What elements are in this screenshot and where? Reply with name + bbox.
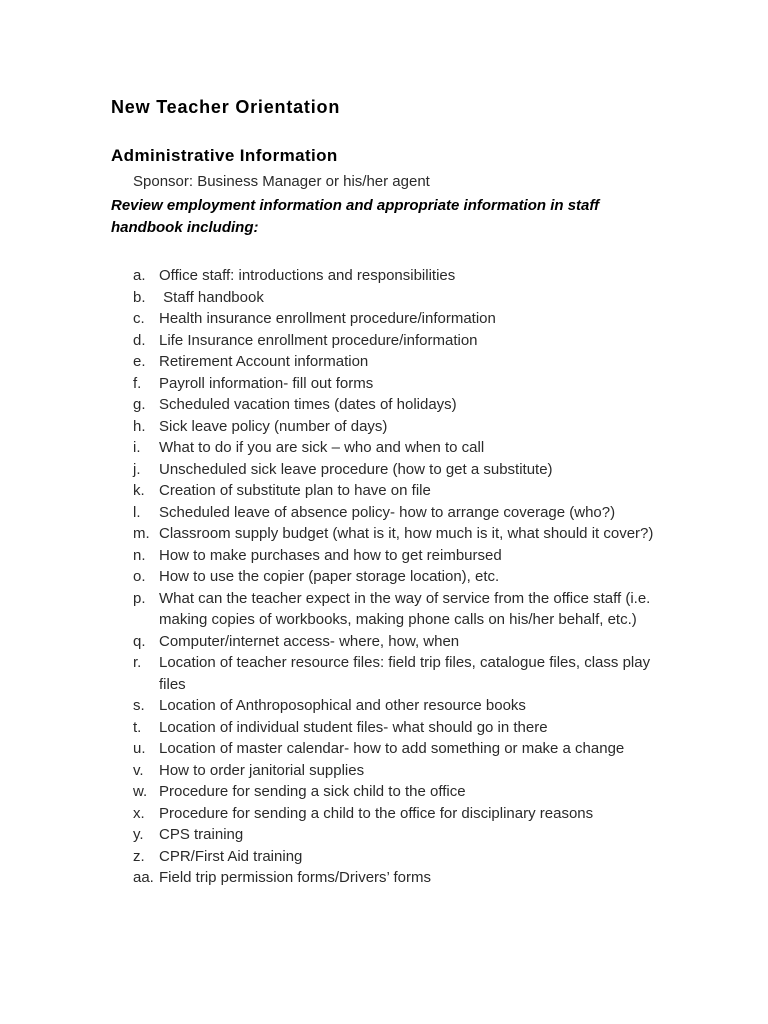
list-item-text: Office staff: introductions and responsibilities <box>159 267 456 284</box>
list-item <box>133 459 712 481</box>
list-item-label: c. <box>133 310 145 327</box>
list-item-label: n. <box>133 546 146 564</box>
list-item-label: x. <box>133 804 145 822</box>
list-item-text: Staff handbook <box>159 288 264 306</box>
list-item <box>133 416 712 438</box>
list-item <box>133 437 712 459</box>
sponsor-line: Sponsor: Business Manager or his/her agent <box>133 173 430 190</box>
list-item <box>133 803 712 825</box>
list-item <box>133 652 712 695</box>
list-item <box>133 846 712 868</box>
list-item <box>133 351 712 373</box>
list-item-text: Health insurance enrollment procedure/information <box>159 310 496 327</box>
list-item-label: u. <box>133 740 146 757</box>
orientation-checklist <box>133 265 712 889</box>
list-item <box>133 824 712 846</box>
list-item-text: How to order janitorial supplies <box>159 761 365 779</box>
list-item-text: Life Insurance enrollment procedure/information <box>159 331 478 349</box>
list-item <box>133 695 712 717</box>
list-item-text: Field trip permission forms/Drivers’ forms <box>159 869 431 886</box>
list-item-text: Sick leave policy (number of days) <box>159 417 388 435</box>
list-item-text: How to make purchases and how to get reimbursed <box>159 546 502 564</box>
list-item <box>133 545 712 567</box>
list-item-label: aa. <box>133 869 154 886</box>
list-item-label: t. <box>133 718 142 736</box>
list-item-label: h. <box>133 417 146 435</box>
list-item <box>133 781 712 803</box>
list-item-label: v. <box>133 761 144 779</box>
list-item-text: Procedure for sending a child to the office for disciplinary reasons <box>159 804 594 822</box>
list-item <box>133 631 712 653</box>
list-item-text: Location of Anthroposophical and other resource books <box>159 697 526 714</box>
list-item <box>133 308 712 330</box>
list-item-text: CPS training <box>159 826 244 843</box>
list-item-text: Unscheduled sick leave procedure (how to get a substitute) <box>159 460 553 478</box>
list-item <box>133 330 712 352</box>
list-item-text: Location of master calendar- how to add something or make a change <box>159 740 625 757</box>
list-item <box>133 717 712 739</box>
list-item-text: Location of individual student files- what should go in there <box>159 718 548 736</box>
list-item <box>133 867 712 889</box>
list-item-label: l. <box>133 503 141 521</box>
list-item <box>133 265 712 287</box>
list-item <box>133 394 712 416</box>
list-item <box>133 588 712 631</box>
list-item-label: r. <box>133 654 142 671</box>
list-item <box>133 373 712 395</box>
list-item <box>133 480 712 502</box>
section-leadin: Review employment information and appropriate information in staff handbook including: <box>111 197 600 236</box>
list-item-label: i. <box>133 439 141 456</box>
list-item <box>133 502 712 524</box>
list-item-text: Retirement Account information <box>159 353 369 370</box>
list-item-label: f. <box>133 374 142 392</box>
list-item-label: b. <box>133 288 146 306</box>
list-item-text: Scheduled leave of absence policy- how to arrange coverage (who?) <box>159 503 616 521</box>
list-item <box>133 287 712 309</box>
list-item-text: Classroom supply budget (what is it, how much is it, what should it cover?) <box>159 525 654 542</box>
list-item-label: y. <box>133 826 144 843</box>
list-item-text: CPR/First Aid training <box>159 847 303 865</box>
list-item-label: d. <box>133 331 146 349</box>
list-item-label: m. <box>133 525 150 542</box>
list-item-text: Procedure for sending a sick child to the office <box>159 783 466 800</box>
list-item-text: Creation of substitute plan to have on file <box>159 482 431 499</box>
list-item-label: z. <box>133 847 145 865</box>
list-item-label: q. <box>133 632 146 650</box>
list-item-text: How to use the copier (paper storage location), etc. <box>159 568 500 585</box>
list-item-label: p. <box>133 589 146 607</box>
section-heading-administrative-information: Administrative Information <box>111 146 338 165</box>
list-item-label: w. <box>133 783 148 800</box>
list-item-label: e. <box>133 353 146 370</box>
list-item-text: Location of teacher resource files: field trip files, catalogue files, class play files <box>159 654 655 693</box>
list-item-label: o. <box>133 568 146 585</box>
list-item-text: What to do if you are sick – who and when to call <box>159 439 485 456</box>
list-item-text: Payroll information- fill out forms <box>159 374 374 392</box>
list-item-text: Computer/internet access- where, how, when <box>159 632 460 650</box>
list-item <box>133 760 712 782</box>
list-item <box>133 738 712 760</box>
list-item <box>133 523 712 545</box>
list-item-label: g. <box>133 396 146 413</box>
document-title: New Teacher Orientation <box>111 97 341 117</box>
list-item-label: a. <box>133 267 146 284</box>
list-item-label: k. <box>133 482 145 499</box>
list-item-text: Scheduled vacation times (dates of holidays) <box>159 396 457 413</box>
list-item-label: j. <box>133 460 141 478</box>
list-item-label: s. <box>133 697 145 714</box>
list-item-text: What can the teacher expect in the way of service from the office staff (i.e. making copies of workbooks, making phone calls on his/her behalf, etc.) <box>159 589 663 628</box>
list-item <box>133 566 712 588</box>
